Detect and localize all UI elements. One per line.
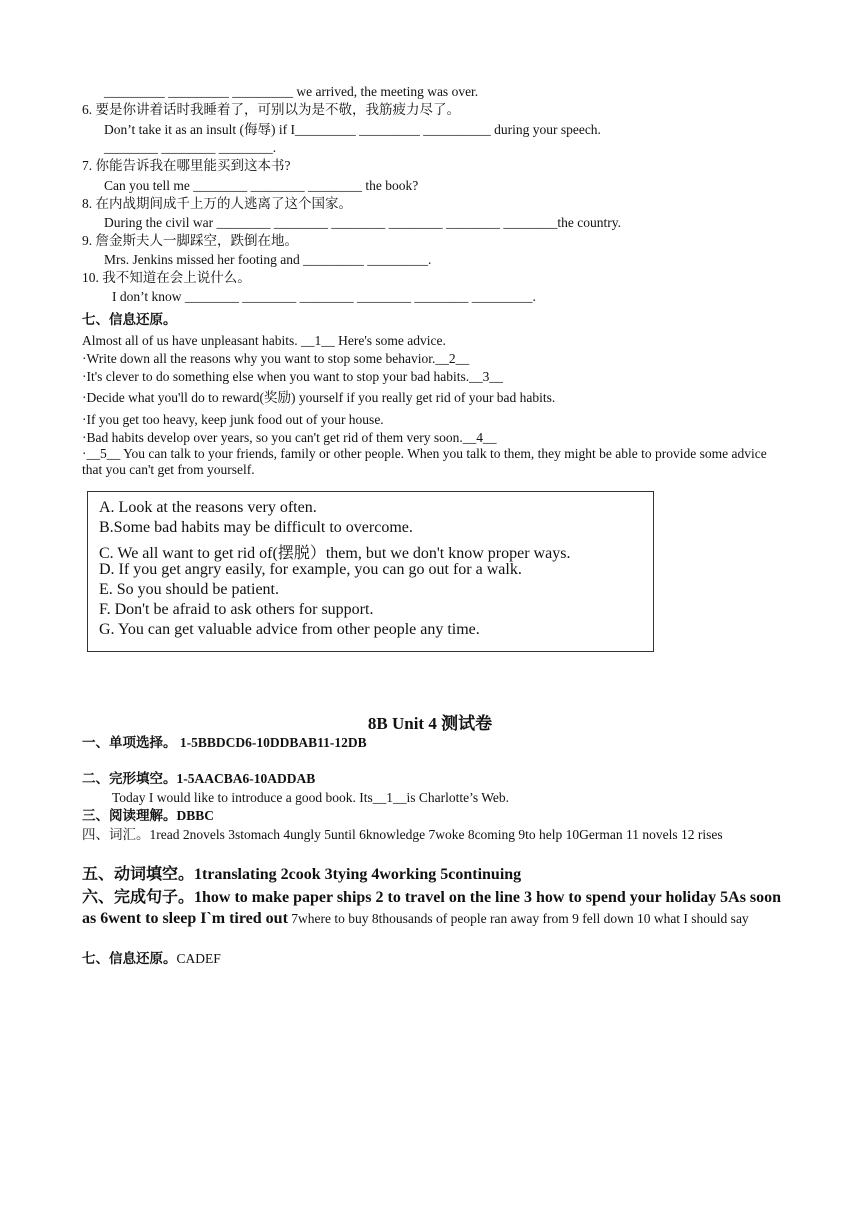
q7-english: Can you tell me ________ ________ ________ the book?	[104, 178, 419, 193]
option-e: E. So you should be patient.	[99, 581, 279, 598]
q6-chinese: 6. 要是你讲着话时我睡着了，可别以为是不敬，我筋疲力尽了。	[82, 102, 460, 117]
passage-line-2: ·Write down all the reasons why you want to stop some behavior.__2__	[82, 351, 470, 366]
answer-2-blank: __1__	[372, 790, 407, 805]
answer-7	[82, 951, 221, 967]
answer-7-value: CADEF	[176, 951, 221, 966]
answer-6	[82, 888, 782, 930]
answer-2-sentence	[112, 790, 509, 806]
passage-line-5: ·If you get too heavy, keep junk food out of your house.	[82, 412, 384, 427]
passage-line-3: ·It's clever to do something else when you want to stop your bad habits.__3__	[82, 369, 503, 384]
section7-heading: 七、信息还原。	[82, 312, 177, 327]
answer-5: 五、动词填空。1translating 2cook 3tying 4working 5continuing	[82, 866, 522, 883]
answer-6-bold: 六、完成句子。1how to make paper ships 2 to travel on the line 3 how to spend your holiday 5As soon as 6went to sleep I`m tired out	[82, 889, 782, 927]
q6-english: Don’t take it as an insult (侮辱) if I_________ _________ __________ during your speech.	[104, 122, 601, 137]
q10-chinese: 10. 我不知道在会上说什么。	[82, 270, 251, 285]
answer-6-rest: 7where to buy 8thousands of people ran away from 9 fell down 10 what I should say	[287, 910, 749, 926]
q8-chinese: 8. 在内战期间成千上万的人逃离了这个国家。	[82, 196, 352, 211]
passage-line-6: ·Bad habits develop over years, so you can't get rid of them very soon.__4__	[82, 430, 497, 445]
answer-3: 三、阅读理解。DBBC	[82, 808, 215, 823]
option-c: C. We all want to get rid of(摆脱）them, but we don't know proper ways.	[99, 545, 571, 562]
q6-english-cont: ________ ________ ________.	[104, 140, 277, 155]
answer-4: 四、词汇。1read 2novels 3stomach 4ungly 5until 6knowledge 7woke 8coming 9to help 10German 11 novels 12 rises	[82, 827, 723, 842]
answer-7-heading: 七、信息还原。	[82, 951, 177, 966]
q5-english-line: _________ _________ _________ we arrived, the meeting was over.	[104, 84, 479, 99]
answer-1: 一、单项选择。 1-5BBDCD6-10DDBAB11-12DB	[82, 735, 367, 750]
answer-2-sentence-end: is Charlotte’s Web.	[406, 790, 510, 805]
q7-chinese: 7. 你能告诉我在哪里能买到这本书?	[82, 158, 291, 173]
q9-english: Mrs. Jenkins missed her footing and _________ _________.	[104, 252, 432, 267]
option-f: F. Don't be afraid to ask others for support.	[99, 601, 374, 618]
passage-line-7: ·__5__ You can talk to your friends, family or other people. When you talk to them, they might be able to provide some advice that you can't get from yourself.	[82, 446, 767, 477]
q8-english: During the civil war ________ ________ ________ ________ ________ ________the country.	[104, 215, 621, 230]
option-g: G. You can get valuable advice from other people any time.	[99, 621, 480, 638]
answer-key-title: 8B Unit 4 测试卷	[367, 714, 493, 733]
option-d: D. If you get angry easily, for example, you can go out for a walk.	[99, 561, 522, 578]
options-box	[87, 491, 654, 652]
answer-2-sentence-start: Today I would like to introduce a good book. Its	[112, 790, 373, 805]
option-a: A. Look at the reasons very often.	[99, 499, 317, 516]
option-b: B.Some bad habits may be difficult to overcome.	[99, 519, 413, 536]
q9-chinese: 9. 詹金斯夫人一脚踩空，跌倒在地。	[82, 233, 298, 248]
passage-line-4: ·Decide what you'll do to reward(奖励) yourself if you really get rid of your bad habits.	[82, 390, 556, 405]
q10-english: I don’t know ________ ________ ________ ________ ________ _________.	[112, 289, 536, 304]
passage-line-1: Almost all of us have unpleasant habits. __1__ Here's some advice.	[82, 333, 446, 348]
answer-2: 二、完形填空。1-5AACBA6-10ADDAB	[82, 771, 316, 786]
